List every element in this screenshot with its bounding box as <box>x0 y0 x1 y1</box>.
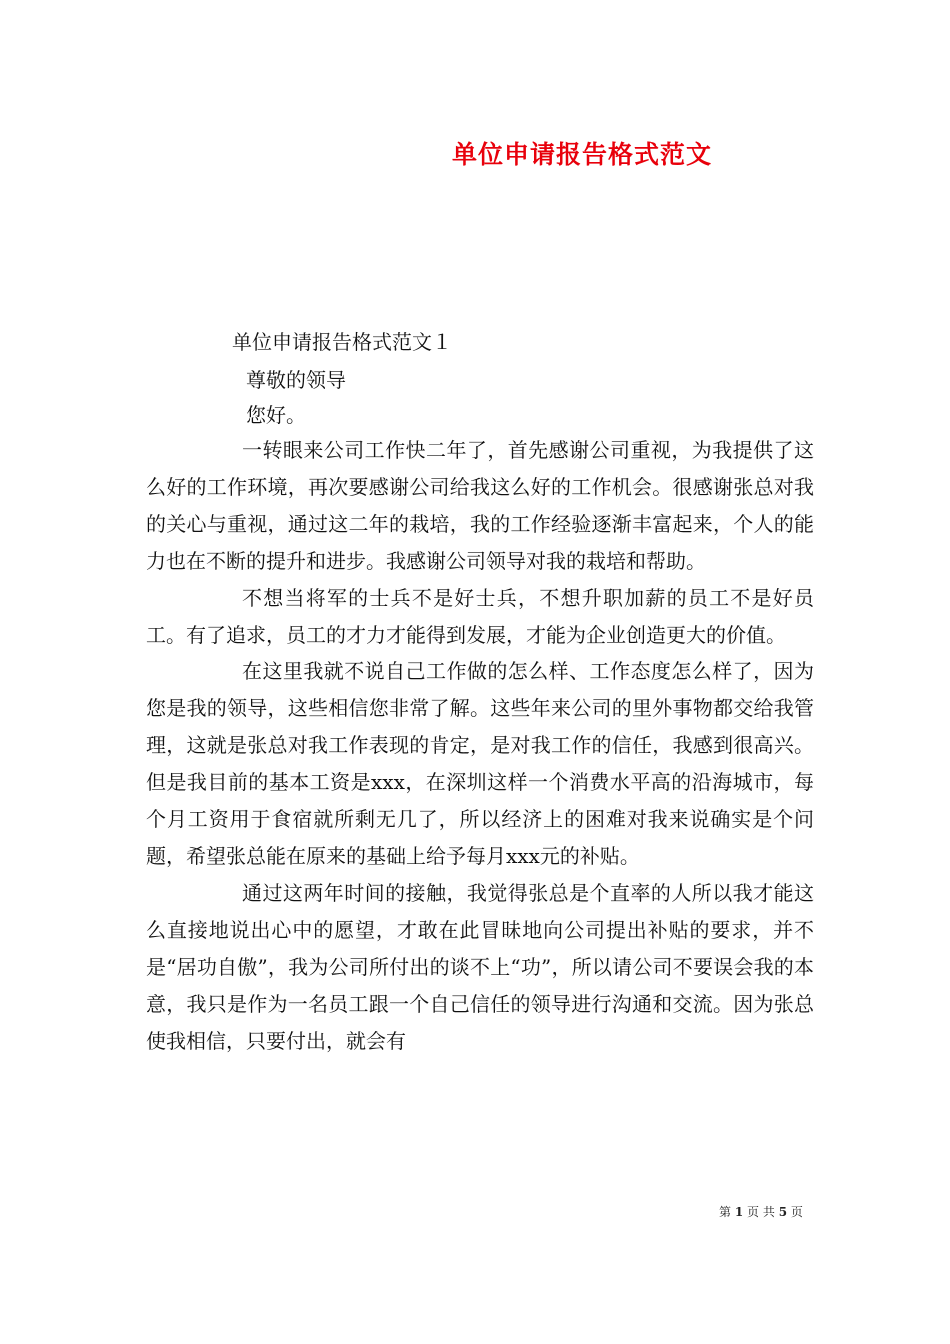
footer-suffix: 页 <box>790 1205 803 1219</box>
section-heading: 单位申请报告格式范文１ <box>232 330 452 354</box>
hello-line: 您好。 <box>246 403 306 427</box>
paragraph: 一转眼来公司工作快二年了，首先感谢公司重视，为我提供了这么好的工作环境，再次要感谢公司给我这么好的工作机会。很感谢张总对我的关心与重视，通过这二年的栽培，我的工作经验逐渐丰富起来，个人的能力也在不断的提升和进步。我感谢公司领导对我的栽培和帮助。 <box>146 438 814 573</box>
total-page-count: 5 <box>778 1205 788 1219</box>
footer-prefix: 第 <box>719 1205 732 1219</box>
paragraph: 通过这两年时间的接触，我觉得张总是个直率的人所以我才能这么直接地说出心中的愿望，才敢在此冒昧地向公司提出补贴的要求，并不是“居功自傲”，我为公司所付出的谈不上“功”，所以请公司不要误会我的本意，我只是作为一名员工跟一个自己信任的领导进行沟通和交流。因为张总使我相信，只要付出，就会有 <box>146 880 814 1053</box>
document-title: 单位申请报告格式范文 <box>452 140 713 169</box>
paragraph: 不想当将军的士兵不是好士兵，不想升职加薪的员工不是好员工。有了追求，员工的才力才能得到发展，才能为企业创造更大的价值。 <box>146 585 814 647</box>
footer-middle: 页 共 <box>747 1205 775 1219</box>
greeting-line: 尊敬的领导 <box>246 368 346 392</box>
paragraph: 在这里我就不说自己工作做的怎么样、工作态度怎么样了，因为您是我的领导，这些相信您非常了解。这些年来公司的里外事物都交给我管理，这就是张总对我工作表现的肯定，是对我工作的信任，我感到很高兴。但是我目前的基本工资是xxx，在深圳这样一个消费水平高的沿海城市，每个月工资用于食宿就所剩无几了，所以经济上的困难对我来说确实是个问题，希望张总能在原来的基础上给予每月xxx元的补贴。 <box>146 659 814 868</box>
letter-body <box>146 432 814 1059</box>
page-footer <box>719 1203 803 1220</box>
current-page-number: 1 <box>734 1205 744 1219</box>
